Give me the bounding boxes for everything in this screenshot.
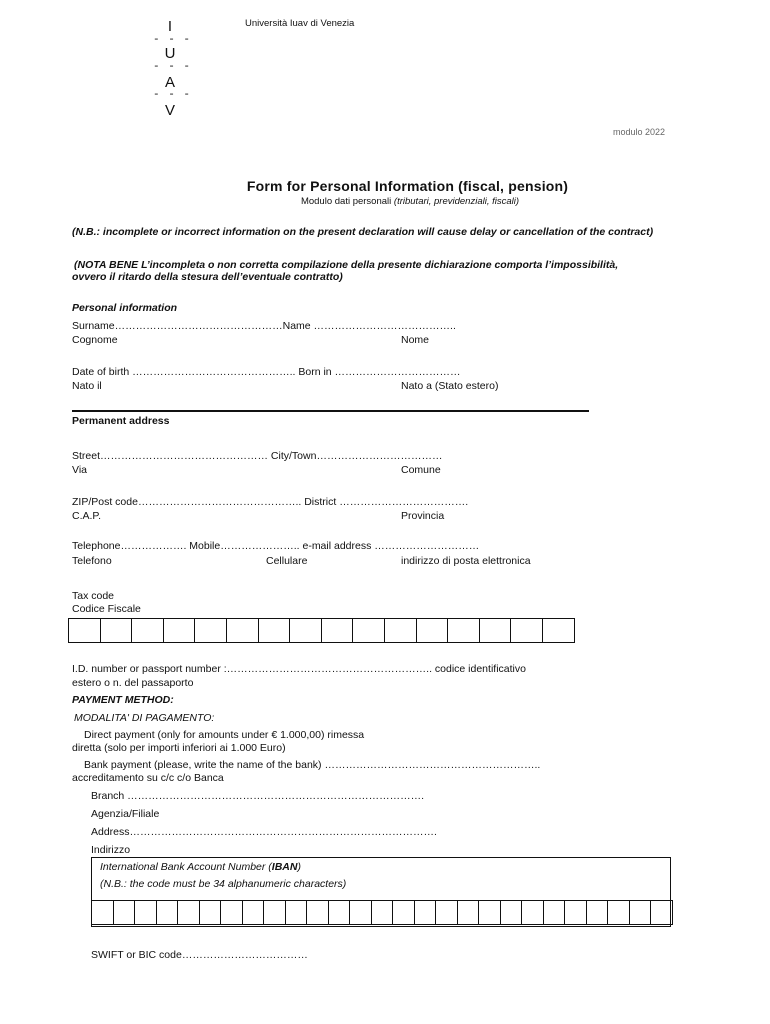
cellulare-label: Cellulare [266, 555, 308, 567]
id-passport-field[interactable]: I.D. number or passport number :………………………………………………….. codice identificativo [72, 663, 526, 675]
logo-letter-i: I [167, 18, 173, 35]
iban-note: (N.B.: the code must be 34 alphanumeric characters) [100, 878, 347, 890]
email-it-label: indirizzo di posta elettronica [401, 555, 531, 567]
char-box[interactable] [448, 618, 480, 643]
bank-payment-it-label: accreditamento su c/c c/o Banca [72, 772, 224, 784]
char-box[interactable] [69, 618, 101, 643]
payment-method-it-heading: MODALITA' DI PAGAMENTO: [74, 712, 215, 724]
char-box[interactable] [329, 900, 351, 925]
permanent-address-heading: Permanent address [72, 415, 170, 427]
nb-italian-line2: ovvero il ritardo della stesura dell’eventuale contratto) [72, 271, 343, 283]
street-city-field[interactable]: Street………………………………………… City/Town……………………………… [72, 450, 443, 462]
personal-info-heading: Personal information [72, 302, 178, 314]
logo-dash: - - - [153, 34, 192, 46]
char-box[interactable] [458, 900, 480, 925]
char-box[interactable] [259, 618, 291, 643]
logo-letter-a: A [164, 74, 175, 91]
indirizzo-label: Indirizzo [91, 844, 131, 856]
char-box[interactable] [227, 618, 259, 643]
telefono-label: Telefono [72, 555, 112, 567]
logo-letter-u: U [164, 45, 176, 62]
char-box[interactable] [353, 618, 385, 643]
direct-payment-option[interactable]: Direct payment (only for amounts under € 1.000,00) rimessa [84, 729, 365, 741]
cap-label: C.A.P. [72, 510, 101, 522]
tax-code-boxes[interactable] [68, 618, 575, 643]
char-box[interactable] [322, 618, 354, 643]
form-title: Form for Personal Information (fiscal, pension) [246, 178, 569, 194]
direct-payment-it-label: diretta (solo per importi inferiori ai 1.000 Euro) [72, 742, 286, 754]
char-box[interactable] [114, 900, 136, 925]
char-box[interactable] [543, 618, 575, 643]
codice-fiscale-label: Codice Fiscale [72, 603, 141, 615]
char-box[interactable] [350, 900, 372, 925]
cognome-label: Cognome [72, 334, 118, 346]
bank-address-field[interactable]: Address……………………………………………………………………………. [91, 826, 437, 838]
nome-label: Nome [401, 334, 430, 346]
nato-il-label: Nato il [72, 380, 102, 392]
char-box[interactable] [565, 900, 587, 925]
char-box[interactable] [651, 900, 673, 925]
nato-a-label: Nato a (Stato estero) [401, 380, 499, 392]
char-box[interactable] [417, 618, 449, 643]
logo-letter-v: V [164, 102, 175, 119]
char-box[interactable] [372, 900, 394, 925]
char-box[interactable] [436, 900, 458, 925]
logo-dash: - - - [153, 61, 192, 73]
swift-field[interactable]: SWIFT or BIC code……………………………… [91, 949, 308, 961]
payment-method-heading: PAYMENT METHOD: [72, 694, 174, 706]
tax-code-label: Tax code [72, 590, 115, 602]
char-box[interactable] [195, 618, 227, 643]
char-box[interactable] [101, 618, 133, 643]
iban-label-pre: International Bank Account Number ( [100, 861, 272, 873]
char-box[interactable] [307, 900, 329, 925]
provincia-label: Provincia [401, 510, 445, 522]
zip-district-field[interactable]: ZIP/Post code……………………………………….. District ………………………………. [72, 496, 469, 508]
char-box[interactable] [385, 618, 417, 643]
university-name: Università Iuav di Venezia [245, 18, 355, 29]
phone-email-field[interactable]: Telephone………………. Mobile………………….. e-mail address ………………………… [72, 540, 480, 552]
logo-dash: - - - [153, 89, 192, 101]
char-box[interactable] [200, 900, 222, 925]
iban-label [100, 861, 301, 873]
nb-english: (N.B.: incomplete or incorrect information on the present declaration will cause delay or cancellation of the contract) [72, 226, 654, 238]
id-passport-it-label: estero o n. del passaporto [72, 677, 194, 689]
char-box[interactable] [522, 900, 544, 925]
char-box[interactable] [132, 618, 164, 643]
section-divider [72, 410, 589, 412]
char-box[interactable] [221, 900, 243, 925]
char-box[interactable] [157, 900, 179, 925]
char-box[interactable] [480, 618, 512, 643]
char-box[interactable] [587, 900, 609, 925]
branch-field[interactable]: Branch …………………………………………………………………………. [91, 790, 425, 802]
char-box[interactable] [479, 900, 501, 925]
birth-field[interactable]: Date of birth ……………………………………….. Born in ……………………………… [72, 366, 461, 378]
char-box[interactable] [290, 618, 322, 643]
char-box[interactable] [501, 900, 523, 925]
char-box[interactable] [286, 900, 308, 925]
subtitle-plain: Modulo dati personali [300, 196, 394, 207]
char-box[interactable] [393, 900, 415, 925]
modulo-label: modulo 2022 [613, 127, 666, 137]
agenzia-label: Agenzia/Filiale [91, 808, 160, 820]
via-label: Via [72, 464, 87, 476]
form-subtitle [0, 196, 770, 207]
char-box[interactable] [511, 618, 543, 643]
char-box[interactable] [164, 618, 196, 643]
char-box[interactable] [630, 900, 652, 925]
iban-label-post: ) [297, 861, 301, 873]
char-box[interactable] [135, 900, 157, 925]
char-box[interactable] [92, 900, 114, 925]
char-box[interactable] [178, 900, 200, 925]
iban-label-bold: IBAN [271, 861, 298, 873]
char-box[interactable] [264, 900, 286, 925]
comune-label: Comune [401, 464, 441, 476]
nb-italian-line1: (NOTA BENE L’incompleta o non corretta compilazione della presente dichiarazione comporta l’impossibilità, [74, 259, 619, 271]
char-box[interactable] [415, 900, 437, 925]
char-box[interactable] [544, 900, 566, 925]
subtitle-italic: (tributari, previdenziali, fiscali) [393, 196, 520, 207]
surname-name-field[interactable]: Surname…………………………………………Name ………………………………….. [72, 320, 456, 332]
char-box[interactable] [243, 900, 265, 925]
char-box[interactable] [608, 900, 630, 925]
bank-payment-field[interactable]: Bank payment (please, write the name of the bank) …………………………………………………….. [84, 759, 541, 771]
iban-boxes[interactable] [91, 900, 673, 925]
